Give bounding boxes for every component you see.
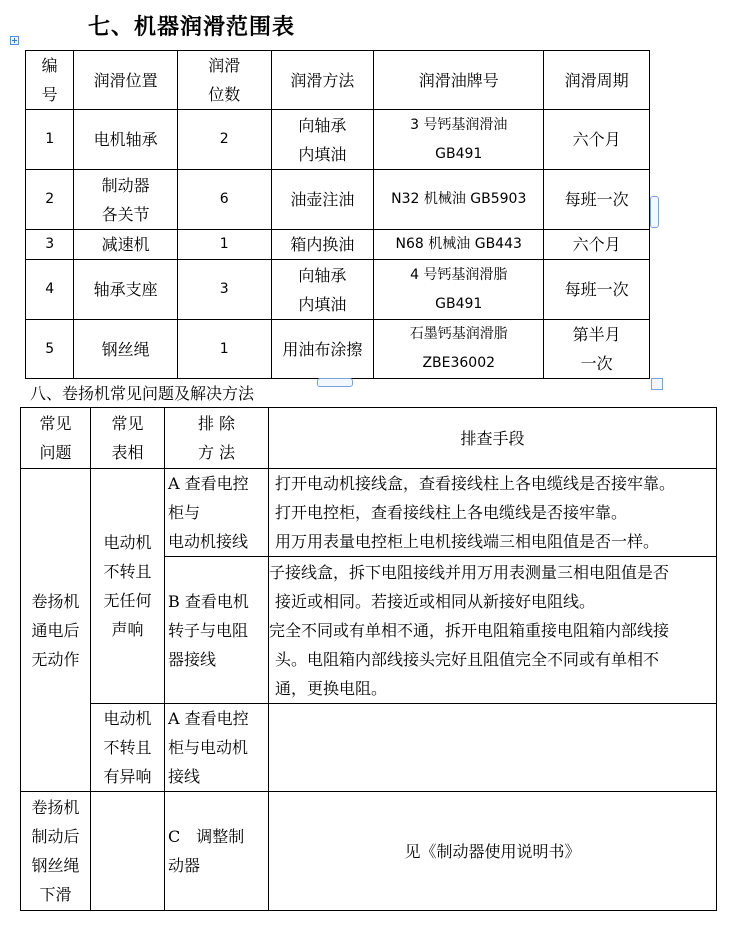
column-resize-handle-icon[interactable]: [650, 196, 659, 228]
row-method: 用油布涂擦: [271, 320, 374, 379]
header-method: 润滑方法: [271, 51, 374, 110]
row-count: 1: [177, 320, 271, 379]
table-row: [26, 170, 650, 230]
check-steps-c: 见《制动器使用说明书》: [269, 792, 717, 911]
check-steps-a: 打开电动机接线盒，查看接线柱上各电缆线是否接牢靠。 打开电控柜，查看接线柱上各电缆线是否接牢靠。 用万用表量电控柜上电机接线端三相电阻值是否一样。: [269, 469, 717, 557]
troubleshooting-table: [20, 407, 717, 911]
lubrication-table: [25, 50, 650, 379]
header-check: 排查手段: [269, 408, 717, 469]
problem-no-action: 卷扬机 通电后 无动作: [21, 469, 91, 792]
lubrication-header-row: [26, 51, 650, 110]
row-period: 每班一次: [544, 260, 650, 320]
check-steps-b: 子接线盒，拆下电阻接线并用万用表测量三相电阻值是否 接近或相同。若接近或相同从新接好电阻线。 完全不同或有单相不通，拆开电阻箱重接电阻箱内部线接 头。电阻箱内部线接头完好且阻值完全不同或有单相不 通，更换电阻。: [269, 557, 717, 704]
table-row: [21, 792, 717, 911]
row-method: 向轴承 内填油: [271, 110, 374, 170]
header-symptom: 常见 表相: [91, 408, 165, 469]
row-no: 1: [26, 110, 74, 170]
header-period: 润滑周期: [544, 51, 650, 110]
table-row: [26, 230, 650, 260]
table-row: [26, 320, 650, 379]
table-row: [21, 469, 717, 557]
method-c-adjust-brake: C 调整制 动器: [165, 792, 269, 911]
row-oil: 3 号钙基润滑油 GB491: [374, 110, 544, 170]
table-row: [26, 260, 650, 320]
header-problem: 常见 问题: [21, 408, 91, 469]
header-position: 润滑位置: [74, 51, 178, 110]
row-position: 钢丝绳: [74, 320, 178, 379]
row-method: 向轴承 内填油: [271, 260, 374, 320]
row-oil: 4 号钙基润滑脂 GB491: [374, 260, 544, 320]
row-no: 2: [26, 170, 74, 230]
header-oil: 润滑油牌号: [374, 51, 544, 110]
row-period: 每班一次: [544, 170, 650, 230]
row-count: 3: [177, 260, 271, 320]
row-oil: 石墨钙基润滑脂 ZBE36002: [374, 320, 544, 379]
section7-title: 七、机器润滑范围表: [88, 15, 296, 40]
symptom-abnormal-sound: 电动机 不转且 有异响: [91, 704, 165, 792]
table-move-handle-icon[interactable]: [10, 36, 19, 45]
row-count: 1: [177, 230, 271, 260]
table-row: [26, 110, 650, 170]
symptom-empty: [91, 792, 165, 911]
row-count: 6: [177, 170, 271, 230]
row-oil: N32 机械油 GB5903: [374, 170, 544, 230]
method-a-check-cabinet: A 查看电控 柜与 电动机接线: [165, 469, 269, 557]
table-resize-corner-icon[interactable]: [651, 378, 663, 390]
row-period: 第半月 一次: [544, 320, 650, 379]
row-no: 4: [26, 260, 74, 320]
method-a-check-cabinet-2: A 查看电控 柜与电动机 接线: [165, 704, 269, 792]
header-method: 排 除 方 法: [165, 408, 269, 469]
row-position: 制动器 各关节: [74, 170, 178, 230]
row-period: 六个月: [544, 110, 650, 170]
header-count: 润滑 位数: [177, 51, 271, 110]
table-row: [21, 704, 717, 792]
row-method: 箱内换油: [271, 230, 374, 260]
row-resize-handle-icon[interactable]: [317, 378, 353, 387]
method-b-check-rotor: B 查看电机 转子与电阻 器接线: [165, 557, 269, 704]
header-no: 编 号: [26, 51, 74, 110]
row-oil: N68 机械油 GB443: [374, 230, 544, 260]
symptom-no-sound: 电动机 不转且 无任何 声响: [91, 469, 165, 704]
row-position: 减速机: [74, 230, 178, 260]
check-steps-empty: [269, 704, 717, 792]
troubleshooting-header-row: [21, 408, 717, 469]
row-no: 3: [26, 230, 74, 260]
row-period: 六个月: [544, 230, 650, 260]
section8-title: 八、卷扬机常见问题及解决方法: [30, 384, 255, 403]
row-count: 2: [177, 110, 271, 170]
row-position: 轴承支座: [74, 260, 178, 320]
row-no: 5: [26, 320, 74, 379]
problem-rope-slip: 卷扬机 制动后 钢丝绳 下滑: [21, 792, 91, 911]
row-method: 油壶注油: [271, 170, 374, 230]
row-position: 电机轴承: [74, 110, 178, 170]
